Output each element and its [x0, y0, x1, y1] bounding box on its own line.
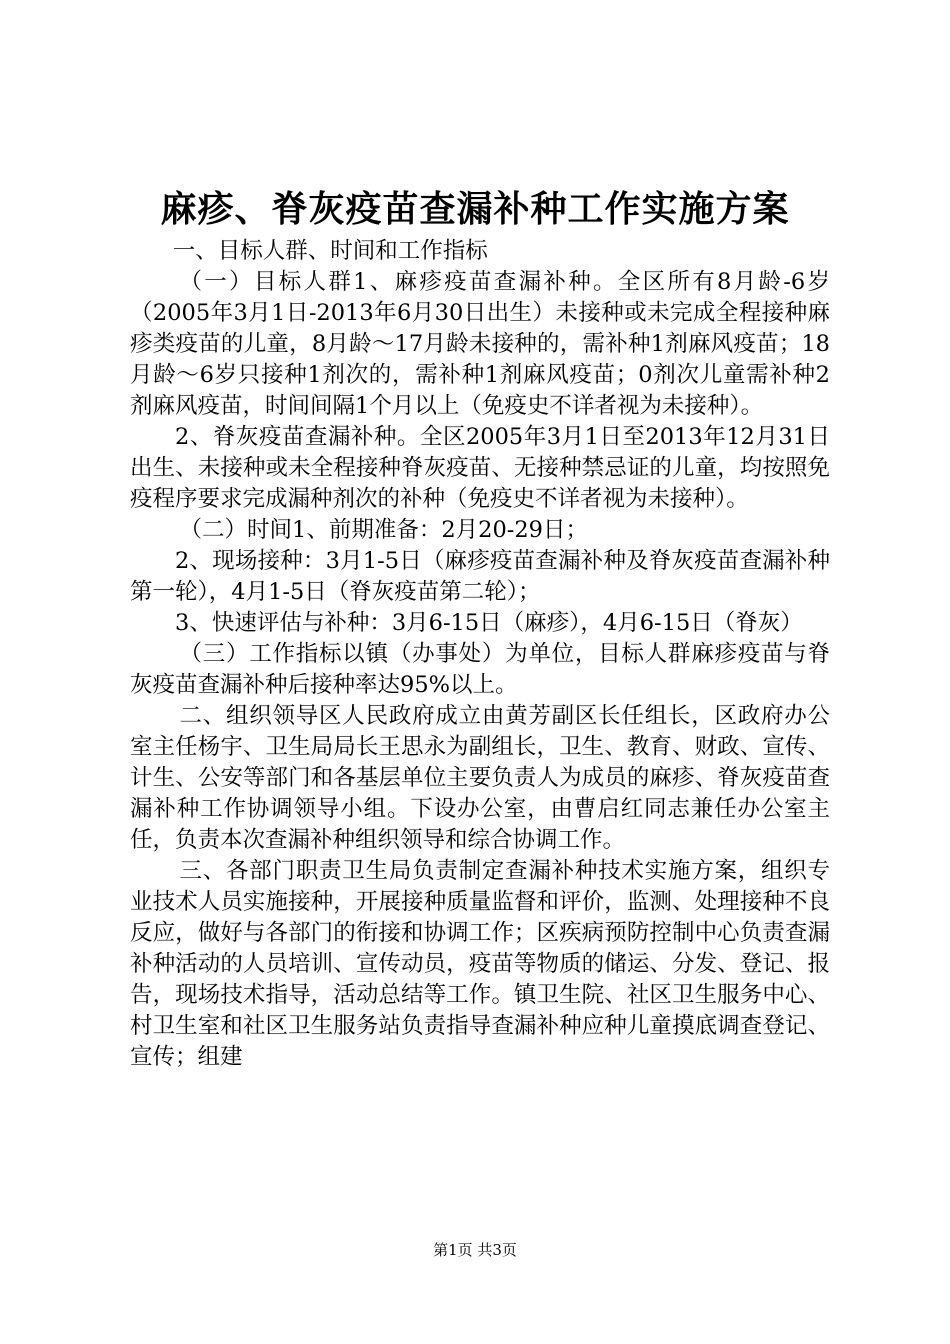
- body-paragraph: （一）目标人群1、麻疹疫苗查漏补种。全区所有8月龄-6岁（2005年3月1日-2013年6月30日出生）未接种或未完成全程接种麻疹类疫苗的儿童，8月龄～17月龄未接种的，需补种1剂麻风疫苗；18月龄～6岁只接种1剂次的，需补种1剂麻风疫苗；0剂次儿童需补种2剂麻风疫苗，时间间隔1个月以上（免疫史不详者视为未接种）。: [130, 269, 830, 419]
- page-footer: 第1页 共3页: [433, 1241, 517, 1259]
- body-paragraph: 2、现场接种：3月1-5日（麻疹疫苗查漏补种及脊灰疫苗查漏补种第一轮），4月1-5日（脊灰疫苗第二轮）；: [130, 548, 830, 605]
- document-title: 麻疹、脊灰疫苗查漏补种工作实施方案: [160, 188, 790, 230]
- body-paragraph: （三）工作指标以镇（办事处）为单位，目标人群麻疹疫苗与脊灰疫苗查漏补种后接种率达95%以上。: [130, 641, 830, 698]
- document-body: [130, 236, 830, 1073]
- body-paragraph: 2、脊灰疫苗查漏补种。全区2005年3月1日至2013年12月31日出生、未接种或未全程接种脊灰疫苗、无接种禁忌证的儿童，均按照免疫程序要求完成漏种剂次的补种（免疫史不详者视为未接种）。: [130, 424, 830, 512]
- body-paragraph: （二）时间1、前期准备：2月20-29日；: [179, 517, 588, 543]
- body-paragraph: 一、目标人群、时间和工作指标: [172, 238, 488, 264]
- body-paragraph: 三、各部门职责卫生局负责制定查漏补种技术实施方案，组织专业技术人员实施接种，开展接种质量监督和评价，监测、处理接种不良反应，做好与各部门的衔接和协调工作；区疾病预防控制中心负责查漏补种活动的人员培训、宣传动员，疫苗等物质的储运、分发、登记、报告，现场技术指导，活动总结等工作。镇卫生院、社区卫生服务中心、村卫生室和社区卫生服务站负责指导查漏补种应种儿童摸底调查登记、宣传；组建: [130, 858, 830, 1070]
- body-paragraph: 二、组织领导区人民政府成立由黄芳副区长任组长，区政府办公室主任杨宇、卫生局局长王思永为副组长，卫生、教育、财政、宣传、计生、公安等部门和各基层单位主要负责人为成员的麻疹、脊灰疫苗查漏补种工作协调领导小组。下设办公室，由曹启红同志兼任办公室主任，负责本次查漏补种组织领导和综合协调工作。: [130, 703, 830, 853]
- body-paragraph: 3、快速评估与补种：3月6-15日（麻疹），4月6-15日（脊灰）: [175, 610, 803, 636]
